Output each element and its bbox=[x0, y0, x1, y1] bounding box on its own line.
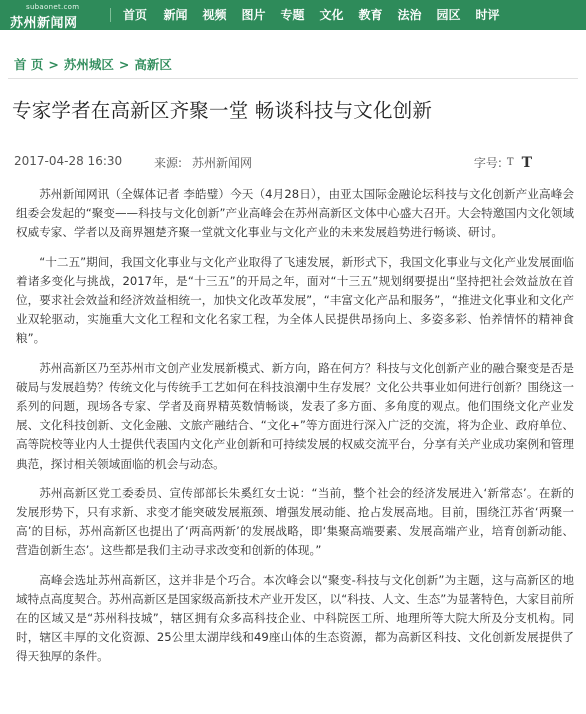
publish-date: 2017-04-28 16:30 bbox=[14, 154, 123, 168]
font-size-small-button[interactable]: T bbox=[506, 157, 514, 168]
nav-item-news[interactable]: 新闻 bbox=[163, 8, 188, 22]
font-size-label: 字号: bbox=[473, 156, 502, 170]
breadcrumb-suzhou-district[interactable]: 苏州城区 bbox=[63, 57, 114, 72]
article-meta bbox=[14, 154, 574, 170]
nav-item-topics[interactable]: 专题 bbox=[280, 8, 305, 22]
article-paragraph: “十二五”期间，我国文化事业与文化产业取得了飞速发展，新形式下，我国文化事业与文化产业发展面临着诸多变化与挑战，2017年，是“十三五”的开局之年，面对“十三五”规划纲要提出“坚持把社会效益放在首位，要求社会效益和经济效益相统一，加快文化改革发展”，“丰富文化产品和服务”，“推进文化事业和文化产业双轮驱动，实施重大文化工程和文化名家工程，为全体人民提供昂扬向上、多姿多彩、怡养情怀的精神食粮”。 bbox=[16, 254, 574, 346]
nav-item-park[interactable]: 园区 bbox=[436, 8, 461, 22]
article-body bbox=[16, 185, 574, 677]
article-paragraph: 苏州高新区党工委委员、宣传部部长朱奚红女士说：“当前，整个社会的经济发展进入‘新常态’。在新的发展形势下，只有求新、求变才能突破发展瓶颈、增强发展动能、抢占发展高地。目前，围绕江苏省‘两聚一高’的目标，苏州高新区也提出了‘两高两新’的发展战略，即‘集聚高端要素、发展高端产业，培育创新动能、营造创新生态’。这些都是我们主动寻求改变和创新的体现。” bbox=[16, 485, 574, 558]
logo-divider bbox=[110, 8, 111, 22]
nav-item-education[interactable]: 教育 bbox=[358, 8, 383, 22]
nav-item-culture[interactable]: 文化 bbox=[319, 8, 344, 22]
site-logo[interactable] bbox=[6, 2, 106, 31]
nav-item-video[interactable]: 视频 bbox=[202, 8, 227, 22]
nav-item-photos[interactable]: 图片 bbox=[241, 8, 266, 22]
breadcrumb-separator: > bbox=[48, 56, 59, 72]
font-size-large-button[interactable]: T bbox=[521, 154, 532, 171]
breadcrumb-divider bbox=[8, 78, 578, 79]
breadcrumb-home[interactable]: 首 页 bbox=[14, 57, 44, 72]
nav-item-law[interactable]: 法治 bbox=[397, 8, 422, 22]
article-paragraph: 苏州新闻网讯（全媒体记者 李皓璧）今天（4月28日），由亚太国际金融论坛科技与文化创新产业高峰会组委会发起的“聚变——科技与文化创新”产业高峰会在苏州高新区文体中心盛大召开。大会特邀国内文化领域权威专家、学者以及商界翘楚齐聚一堂就文化事业与文化产业的未来发展趋势进行畅谈、研讨。 bbox=[16, 187, 574, 240]
top-nav-bar bbox=[0, 0, 586, 30]
article-paragraph: 苏州高新区乃至苏州市文创产业发展新模式、新方向，路在何方？科技与文化创新产业的融合聚变是否是破局与发展趋势？传统文化与传统手工艺如何在科技浪潮中生存发展？文化公共事业如何进行创新？围绕这一系列的问题，现场各专家、学者及商界精英数情畅谈，发表了多方面、多角度的观点。他们围绕文化产业发展、文化科技创新、文化金融、文旅产融结合、“文化+”等方面进行深入广泛的交流，将为企业、政府单位、高等院校等业内人士提供代表国内文化产业创新和可持续发展的权威交流平台，分享有关产业成功案例和管理典范，探讨相关领域面临的机会与动态。 bbox=[16, 360, 574, 471]
source-label: 来源: bbox=[154, 156, 183, 170]
font-size-control bbox=[474, 154, 532, 171]
nav-item-commentary[interactable]: 时评 bbox=[475, 8, 500, 22]
breadcrumb-high-tech-zone[interactable]: 高新区 bbox=[134, 57, 172, 72]
nav-item-home[interactable]: 首页 bbox=[122, 8, 147, 22]
logo-site-url: subaonet.com bbox=[26, 3, 80, 11]
article-paragraph: 高峰会选址苏州高新区，这并非是个巧合。本次峰会以“聚变-科技与文化创新”为主题，这与高新区的地域特点高度契合。苏州高新区是国家级高新技术产业开发区，以“科技、人文、生态”为显著特色，大家目前所在的区域又是“苏州科技城”，辖区拥有众多高科技企业、中科院医工所、地理所等大院大所及分支机构。同时，辖区丰厚的文化资源、25公里太湖岸线和49座山体的生态资源，都为高新区科技、文化创新发展提供了得天独厚的条件。 bbox=[16, 572, 574, 664]
article-title: 专家学者在高新区齐聚一堂 畅谈科技与文化创新 bbox=[12, 99, 433, 122]
breadcrumb bbox=[14, 55, 172, 73]
main-nav bbox=[114, 0, 507, 30]
logo-site-name: 苏州新闻网 bbox=[10, 16, 78, 31]
source-name: 苏州新闻网 bbox=[192, 156, 253, 170]
breadcrumb-separator: > bbox=[118, 56, 130, 72]
